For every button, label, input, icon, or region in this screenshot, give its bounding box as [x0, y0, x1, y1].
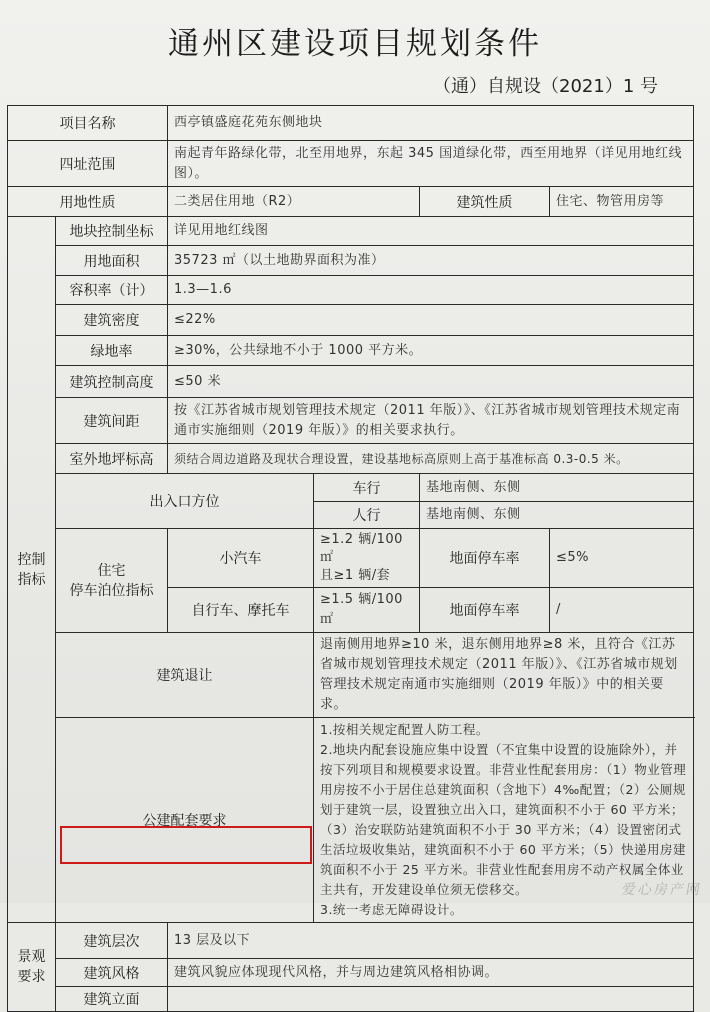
density-label: 建筑密度 — [56, 305, 168, 336]
car-ground-parking-label: 地面停车率 — [420, 529, 550, 588]
facade-value — [168, 987, 694, 1012]
access-label: 出入口方位 — [56, 474, 314, 529]
table-row — [8, 187, 694, 217]
table-row — [8, 305, 694, 336]
coords-label: 地块控制坐标 — [56, 217, 168, 246]
car-parking-value — [314, 529, 420, 588]
car-parking-value-line1: ≥1.2 辆/100 ㎡ — [320, 532, 403, 565]
page-title: 通州区建设项目规划条件 — [168, 26, 542, 62]
facade-label: 建筑立面 — [56, 987, 168, 1012]
document-number: （通）自规设（2021）1 号 — [433, 76, 658, 97]
coords-value: 详见用地红线图 — [168, 217, 694, 246]
red-highlight-box — [60, 826, 312, 864]
land-use-label: 用地性质 — [8, 187, 168, 217]
bike-parking-value: ≥1.5 辆/100 ㎡ — [314, 588, 420, 633]
style-value: 建筑风貌应体现现代风格，并与周边建筑风格相协调。 — [168, 959, 694, 987]
pedestrian-access-value: 基地南侧、东侧 — [420, 502, 694, 529]
building-type-value: 住宅、物管用房等 — [550, 187, 694, 217]
control-indicators-group-label: 控制指标 — [8, 217, 56, 923]
vehicle-access-value: 基地南侧、东侧 — [420, 474, 694, 502]
table-row — [8, 959, 694, 987]
height-label: 建筑控制高度 — [56, 366, 168, 398]
table-row — [8, 141, 694, 187]
table-row — [8, 276, 694, 305]
bike-parking-label: 自行车、摩托车 — [168, 588, 314, 633]
table-row — [8, 246, 694, 276]
public-facilities-item-1: 1.按相关规定配置人防工程。 — [320, 722, 489, 737]
table-row — [8, 398, 694, 444]
vehicle-access-label: 车行 — [314, 474, 420, 502]
parking-label — [56, 529, 168, 633]
floors-value: 13 层及以下 — [168, 923, 694, 959]
setback-value: 退南侧用地界≥10 米，退东侧用地界≥8 米，且符合《江苏省城市规划管理技术规定（2011 年版）》、《江苏省城市规划管理技术规定南通市实施细则（2019 年版）》中的相关要求。 — [314, 633, 694, 718]
public-facilities-item-2: 2.地块内配套设施应集中设置（不宜集中设置的设施除外），并按下列项目和规模要求设置。非营业性配套用房：（1）物业管理用房按不小于居住总建筑面积（含地下）4‰配置；（2）公厕规划于建筑一层，设置独立出入口，建筑面积不小于 60 平方米；（3）治安联防站建筑面积不小于 30 平方米；（4）设置密闭式生活垃圾收集站，建筑面积不小于 60 平方米；（5）快递用房建筑面积不小于 25 平方米。非营业性配套用房不动产权属全体业主共有，开发建设单位须无偿移交。 — [320, 742, 687, 897]
public-facilities-item-3: 3.统一考虑无障碍设计。 — [320, 902, 463, 917]
far-label: 容积率（计） — [56, 276, 168, 305]
elevation-value: 须结合周边道路及现状合理设置，建设基地标高原则上高于基准标高 0.3-0.5 米。 — [168, 444, 694, 474]
style-label: 建筑风格 — [56, 959, 168, 987]
green-ratio-value: ≥30%，公共绿地不小于 1000 平方米。 — [168, 336, 694, 366]
table-row — [8, 366, 694, 398]
bike-ground-parking-value: / — [550, 588, 694, 633]
far-value: 1.3—1.6 — [168, 276, 694, 305]
table-row — [8, 529, 694, 588]
table-row — [8, 923, 694, 959]
public-facilities-label: 公建配套要求 — [56, 718, 314, 923]
table-row — [8, 444, 694, 474]
landscape-group-line1: 景观 — [17, 949, 46, 965]
car-parking-label: 小汽车 — [168, 529, 314, 588]
building-type-label: 建筑性质 — [420, 187, 550, 217]
landscape-group-line2: 要求 — [17, 969, 46, 985]
bike-ground-parking-label: 地面停车率 — [420, 588, 550, 633]
table-row — [8, 106, 694, 141]
table-row — [8, 336, 694, 366]
table-row — [8, 633, 694, 718]
table-row — [8, 217, 694, 246]
land-use-value: 二类居住用地（R2） — [168, 187, 420, 217]
planning-conditions-table — [7, 105, 694, 1012]
spacing-value: 按《江苏省城市规划管理技术规定（2011 年版）》、《江苏省城市规划管理技术规定南通市实施细则（2019 年版）》的相关要求执行。 — [168, 398, 694, 444]
pedestrian-access-label: 人行 — [314, 502, 420, 529]
car-ground-parking-value: ≤5% — [550, 529, 694, 588]
car-parking-value-line2: 且≥1 辆/套 — [320, 568, 391, 583]
watermark: 爱心房产网 — [620, 882, 704, 898]
spacing-label: 建筑间距 — [56, 398, 168, 444]
setback-label: 建筑退让 — [56, 633, 314, 718]
green-ratio-label: 绿地率 — [56, 336, 168, 366]
project-name-value: 西亭镇盛庭花苑东侧地块 — [168, 106, 694, 141]
project-name-label: 项目名称 — [8, 106, 168, 141]
boundary-label: 四址范围 — [8, 141, 168, 187]
table-row — [8, 718, 694, 923]
density-value: ≤22% — [168, 305, 694, 336]
floors-label: 建筑层次 — [56, 923, 168, 959]
elevation-label: 室外地坪标高 — [56, 444, 168, 474]
table-row — [8, 474, 694, 502]
parking-label-line2: 停车泊位指标 — [69, 582, 154, 599]
table-row — [8, 987, 694, 1012]
boundary-value: 南起青年路绿化带，北至用地界，东起 345 国道绿化带，西至用地界（详见用地红线图）。 — [168, 141, 694, 187]
area-value: 35723 ㎡（以土地勘界面积为准） — [168, 246, 694, 276]
landscape-group-label — [8, 923, 56, 1012]
height-value: ≤50 米 — [168, 366, 694, 398]
parking-label-line1: 住宅 — [97, 562, 126, 579]
area-label: 用地面积 — [56, 246, 168, 276]
